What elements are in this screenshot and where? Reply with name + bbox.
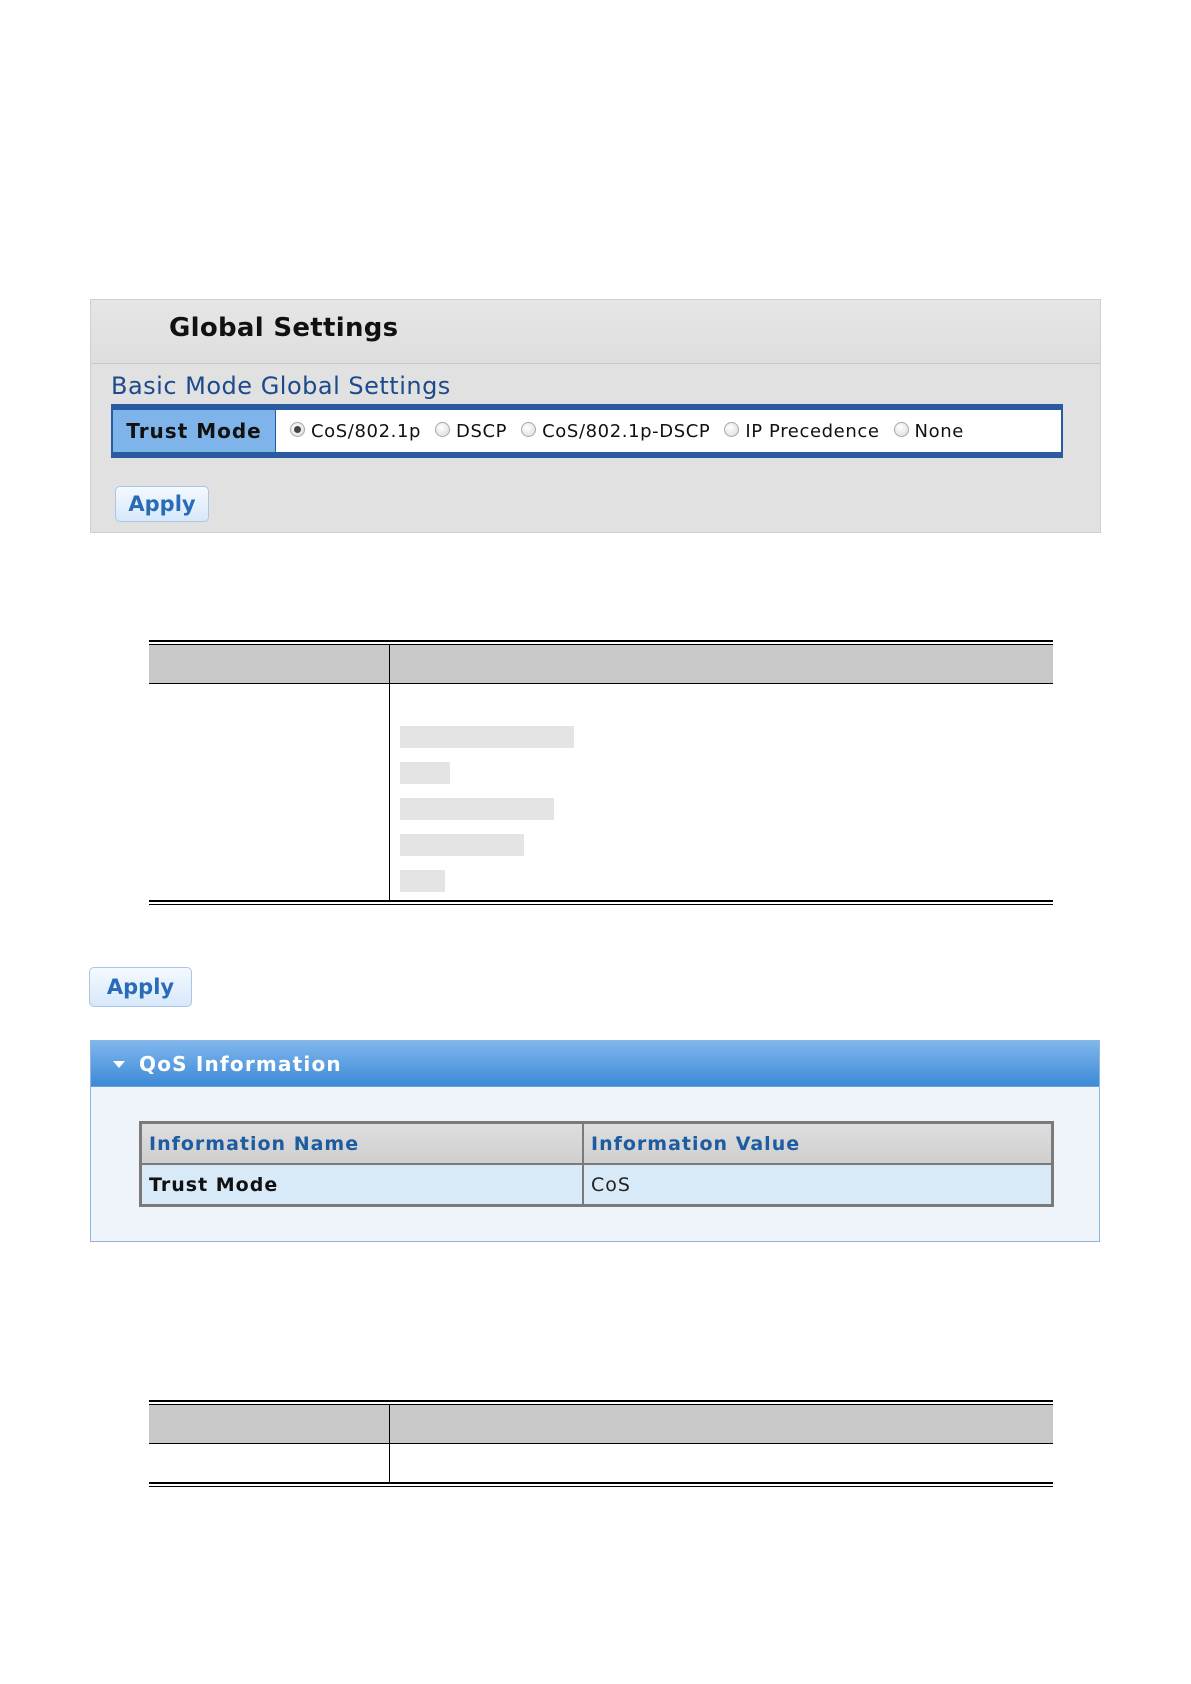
qos-information-title: QoS Information	[139, 1052, 342, 1076]
redacted-text	[400, 762, 450, 784]
table-bottom-rule	[149, 1482, 1053, 1487]
radio-label: DSCP	[456, 420, 508, 442]
radio-label: None	[914, 420, 964, 442]
collapse-arrow-icon[interactable]	[113, 1061, 125, 1068]
table-cell	[149, 1444, 390, 1482]
description-table	[149, 640, 1053, 905]
table-header-row	[149, 1405, 1053, 1444]
panel-title: Global Settings	[169, 313, 399, 343]
table-row	[149, 1444, 1053, 1482]
radio-none[interactable]	[894, 421, 964, 442]
header-cell	[149, 645, 390, 683]
radio-button[interactable]	[435, 422, 450, 437]
radio-button[interactable]	[894, 422, 909, 437]
redacted-text	[400, 726, 574, 748]
info-value-cell: CoS	[591, 1173, 631, 1196]
trust-mode-options	[276, 410, 1061, 452]
apply-button-standalone[interactable]: Apply	[89, 967, 192, 1007]
table-cell	[390, 1444, 1053, 1482]
column-header-value: Information Value	[591, 1132, 801, 1155]
apply-button[interactable]: Apply	[115, 486, 209, 522]
radio-ip-precedence[interactable]	[724, 421, 879, 442]
table-header-row	[149, 645, 1053, 684]
header-cell	[149, 1405, 390, 1443]
radio-button[interactable]	[290, 422, 305, 437]
radio-button[interactable]	[521, 422, 536, 437]
info-name-cell: Trust Mode	[142, 1165, 584, 1204]
description-table-2	[149, 1400, 1053, 1487]
radio-dscp[interactable]	[435, 421, 507, 442]
table-header-row	[142, 1124, 1051, 1165]
redacted-text	[400, 798, 554, 820]
radio-cos-8021p[interactable]	[290, 421, 421, 442]
qos-information-header[interactable]	[91, 1041, 1099, 1087]
table-bottom-rule	[149, 900, 1053, 905]
trust-mode-table	[111, 404, 1063, 458]
trust-mode-label: Trust Mode	[113, 410, 276, 452]
table-cell	[149, 684, 390, 900]
radio-label: CoS/802.1p-DSCP	[542, 420, 711, 442]
radio-button[interactable]	[724, 422, 739, 437]
section-subtitle: Basic Mode Global Settings	[111, 372, 451, 400]
global-settings-panel	[90, 299, 1101, 533]
radio-label: CoS/802.1p	[311, 420, 422, 442]
redacted-text	[400, 834, 524, 856]
qos-information-panel	[90, 1040, 1100, 1242]
table-row	[142, 1165, 1051, 1204]
radio-cos-8021p-dscp[interactable]	[521, 421, 710, 442]
global-settings-header	[91, 300, 1100, 364]
radio-label: IP Precedence	[745, 420, 880, 442]
qos-information-table	[139, 1121, 1054, 1207]
redacted-text	[400, 870, 445, 892]
column-header-name: Information Name	[142, 1124, 584, 1163]
table-cell	[390, 684, 1053, 900]
table-row	[149, 684, 1053, 900]
